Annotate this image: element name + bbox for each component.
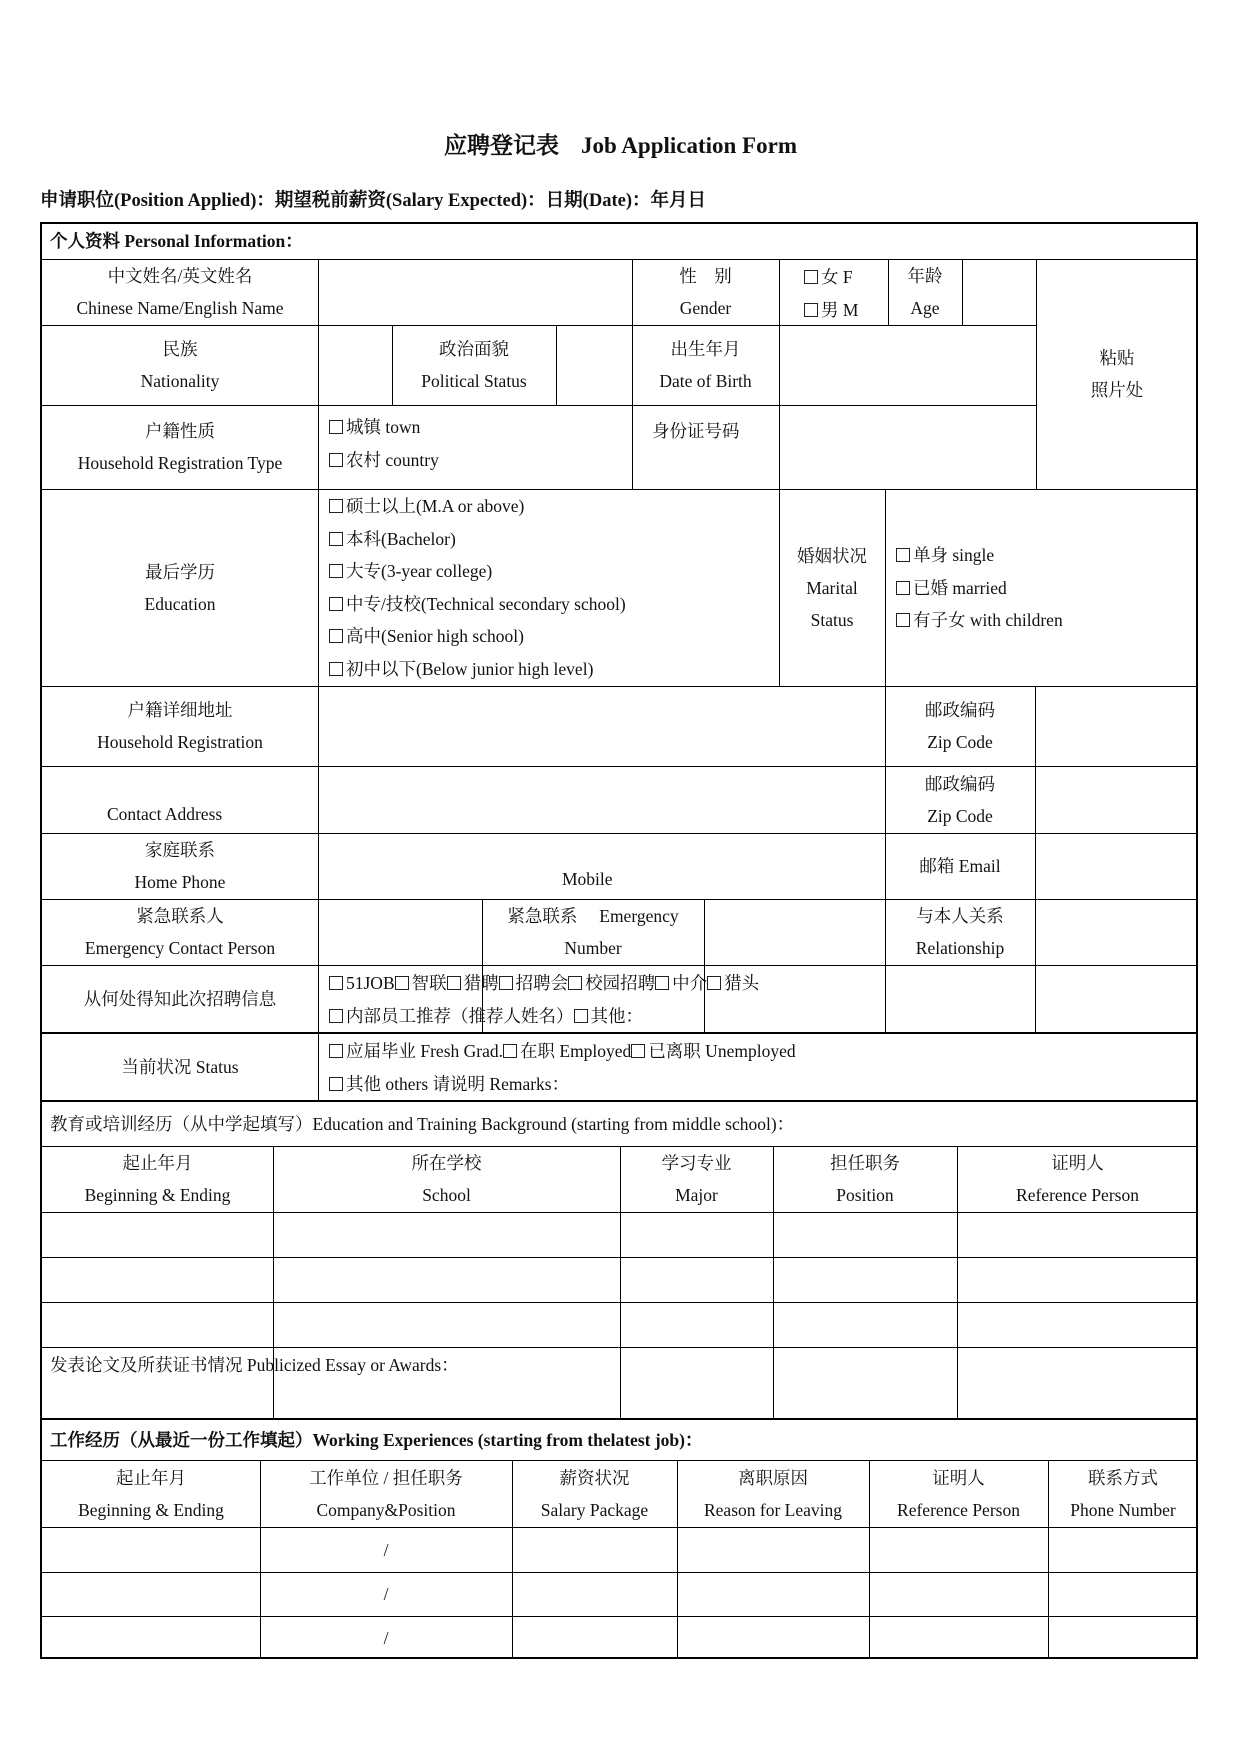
relationship-label-en: Relationship: [915, 938, 1005, 958]
education-option-label: 大专(3-year college): [346, 561, 493, 581]
name-field[interactable]: [319, 260, 632, 325]
emergency-contact-field[interactable]: [319, 900, 482, 965]
checkbox-icon: [329, 453, 343, 467]
email-label: 邮箱 Email: [919, 856, 1001, 876]
work-col-header: [1048, 1460, 1198, 1527]
contact-address-field[interactable]: [319, 767, 885, 833]
education-option[interactable]: [329, 653, 626, 686]
emergency-contact-label-cn: 紧急联系人: [136, 906, 224, 926]
checkbox-icon: [329, 662, 343, 676]
checkbox-icon: [329, 532, 343, 546]
dob-label-cn: 出生年月: [670, 339, 741, 359]
edu-col-header-cn: 所在学校: [411, 1153, 482, 1173]
marital-label-3: Status: [810, 609, 854, 630]
emergency-number-label-1: 紧急联系 Emergency: [507, 906, 679, 926]
work-company-position-cell[interactable]: [260, 1572, 512, 1616]
awards-label: 发表论文及所获证书情况 Publicized Essay or Awards：: [50, 1355, 459, 1375]
home-phone-field[interactable]: [319, 834, 482, 899]
checkbox-icon: [329, 629, 343, 643]
work-col-header: [869, 1460, 1048, 1527]
name-label-cn: 中文姓名/英文姓名: [107, 266, 253, 286]
source-options-line-2: [329, 1000, 759, 1033]
personal-info-header: 个人资料 Personal Information：: [50, 231, 303, 251]
source-option-label: 其他：: [590, 1005, 643, 1026]
marital-label-2: Marital: [806, 577, 858, 598]
marital-option[interactable]: [896, 572, 1063, 605]
nationality-label: [42, 325, 318, 405]
marital-option-label: 有子女 with children: [913, 610, 1063, 630]
checkbox-icon[interactable]: [329, 1009, 343, 1023]
political-label: [392, 325, 556, 405]
work-col-header-en: Reference Person: [897, 1499, 1020, 1520]
edu-col-header-en: Beginning & Ending: [84, 1185, 231, 1205]
education-option-label: 本科(Bachelor): [346, 528, 456, 549]
relationship-label-cn: 与本人关系: [916, 906, 1004, 926]
emergency-number-field[interactable]: [705, 900, 885, 965]
checkbox-icon[interactable]: [329, 1077, 343, 1091]
slash-separator: /: [383, 1539, 389, 1560]
education-label-en: Education: [144, 593, 216, 614]
checkbox-icon[interactable]: [655, 976, 669, 990]
source-option-label: 中介: [672, 973, 708, 993]
education-label-cn: 最后学历: [145, 561, 215, 582]
hukou-type-options: [329, 411, 439, 476]
checkbox-icon: [804, 270, 818, 284]
checkbox-icon: [329, 499, 343, 513]
education-background-header: 教育或培训经历（从中学起填写）Education and Training Background (starting from middle school)：: [50, 1114, 795, 1134]
political-label-cn: 政治面貌: [439, 339, 509, 359]
education-option[interactable]: [329, 588, 626, 621]
marital-label: [779, 489, 885, 686]
household-address-label-cn: 户籍详细地址: [127, 700, 233, 720]
work-col-header-cn: 工作单位 / 担任职务: [309, 1467, 463, 1488]
status-options-line-1: [329, 1035, 796, 1068]
status-options-line-2: [329, 1068, 796, 1101]
nationality-label-cn: 民族: [162, 339, 198, 359]
emergency-contact-label-en: Emergency Contact Person: [84, 938, 276, 958]
work-company-position-cell[interactable]: [260, 1616, 512, 1659]
emergency-number-label-2: Number: [564, 938, 622, 958]
checkbox-icon[interactable]: [329, 976, 343, 990]
mobile-field[interactable]: [705, 834, 885, 899]
household-address-label: [42, 686, 318, 766]
hukou-option-town[interactable]: [329, 411, 439, 444]
hukou-type-label-en: Household Registration Type: [77, 453, 283, 473]
checkbox-icon[interactable]: [329, 1044, 343, 1058]
checkbox-icon: [804, 303, 818, 317]
work-col-header-en: Phone Number: [1070, 1499, 1176, 1520]
gender-option-female-label: 女 F: [821, 267, 853, 287]
form-title-cn: 应聘登记表: [444, 133, 560, 158]
political-field[interactable]: [557, 326, 632, 405]
form-title-en: Job Application Form: [581, 133, 797, 158]
hukou-option-town-label: 城镇 town: [346, 417, 421, 437]
source-option-label: 猎头: [724, 973, 760, 993]
zip-code-label-en: Zip Code: [927, 732, 993, 752]
contact-address-label: Contact Address: [107, 804, 223, 824]
edu-col-header: [620, 1146, 773, 1212]
gender-option-male[interactable]: [804, 294, 858, 327]
education-option-label: 硕士以上(M.A or above): [346, 496, 525, 516]
gender-option-female[interactable]: [804, 261, 858, 294]
status-option-label: 在职 Employed: [520, 1041, 632, 1061]
status-label: 当前状况 Status: [121, 1056, 239, 1077]
edu-col-header-cn: 起止年月: [122, 1153, 193, 1173]
checkbox-icon[interactable]: [499, 976, 513, 990]
home-phone-label-cn: 家庭联系: [145, 840, 215, 860]
edu-col-header: [42, 1146, 273, 1212]
source-options-line-1: [329, 967, 759, 1000]
zip-code-field[interactable]: [1036, 687, 1198, 766]
source-option-label: 智联: [411, 973, 447, 993]
checkbox-icon[interactable]: [574, 1009, 588, 1023]
age-field[interactable]: [963, 260, 1036, 325]
email-field[interactable]: [1036, 834, 1198, 899]
checkbox-icon: [896, 581, 910, 595]
marital-option-label: 单身 single: [913, 545, 995, 565]
marital-label-1: 婚姻状况: [797, 545, 867, 566]
age-label-cn: 年龄: [907, 266, 943, 286]
checkbox-icon: [896, 613, 910, 627]
dob-field[interactable]: [780, 326, 1036, 405]
application-form-table: [40, 222, 1198, 1659]
nationality-label-en: Nationality: [140, 371, 220, 391]
edu-col-header: [957, 1146, 1198, 1212]
marital-option[interactable]: [896, 539, 1063, 572]
political-label-en: Political Status: [421, 371, 527, 391]
education-option[interactable]: [329, 523, 626, 556]
checkbox-icon[interactable]: [707, 976, 721, 990]
gender-label: [632, 259, 779, 325]
relationship-field[interactable]: [1036, 900, 1198, 965]
education-row[interactable]: [43, 1303, 1198, 1347]
edu-col-header-cn: 证明人: [1051, 1153, 1104, 1173]
photo-box[interactable]: [1036, 259, 1198, 489]
hukou-option-country-label: 农村 country: [346, 449, 439, 470]
contact-zip-code-label-en: Zip Code: [927, 805, 993, 826]
household-address-field[interactable]: [319, 687, 885, 766]
work-col-header-en: Reason for Leaving: [703, 1499, 842, 1520]
checkbox-icon[interactable]: [503, 1044, 517, 1058]
home-phone-label: [42, 833, 318, 899]
gender-label-en: Gender: [679, 298, 732, 318]
id-number-field[interactable]: [780, 406, 1036, 489]
work-experience-header: 工作经历（从最近一份工作填起）Working Experiences (starting from thelatest job)：: [50, 1430, 703, 1450]
work-col-header: [677, 1460, 869, 1527]
source-option-label: 51JOB: [346, 973, 395, 993]
edu-col-header: [773, 1146, 957, 1212]
home-phone-label-en: Home Phone: [134, 872, 226, 892]
slash-separator: /: [383, 1627, 389, 1648]
contact-zip-code-field[interactable]: [1036, 767, 1198, 833]
gender-options: [804, 261, 858, 326]
education-option[interactable]: [329, 620, 626, 653]
hukou-type-label-cn: 户籍性质: [145, 421, 215, 441]
id-number-label: 身份证号码: [652, 421, 740, 441]
checkbox-icon: [329, 597, 343, 611]
education-label: [42, 489, 318, 686]
marital-options: [896, 539, 1063, 637]
checkbox-icon[interactable]: [395, 976, 409, 990]
zip-code-label-cn: 邮政编码: [925, 700, 995, 720]
photo-label-1: 粘贴: [1099, 348, 1135, 368]
edu-col-header: [273, 1146, 620, 1212]
contact-zip-code-label-cn: 邮政编码: [925, 773, 995, 794]
photo-label-2: 照片处: [1090, 380, 1144, 400]
dob-label-en: Date of Birth: [659, 371, 752, 391]
source-option-label: 校园招聘: [585, 973, 656, 993]
source-option-label: 猎聘: [463, 973, 499, 993]
gender-option-male-label: 男 M: [821, 299, 859, 320]
emergency-number-label: [482, 899, 704, 965]
work-col-header-cn: 联系方式: [1088, 1467, 1158, 1488]
source-label: 从何处得知此次招聘信息: [83, 988, 277, 1009]
age-label: [888, 259, 962, 325]
contact-zip-code-label: [885, 766, 1035, 833]
hukou-option-country[interactable]: [329, 444, 439, 477]
status-options: [329, 1035, 796, 1100]
work-col-header: [512, 1460, 677, 1527]
dob-label: [632, 325, 779, 405]
edu-col-header-en: School: [422, 1185, 471, 1205]
source-option-label: 内部员工推荐（推荐人姓名）: [346, 1005, 574, 1026]
edu-col-header-cn: 学习专业: [661, 1153, 732, 1173]
marital-option[interactable]: [896, 604, 1063, 637]
work-col-header-en: Salary Package: [540, 1499, 649, 1520]
work-company-position-cell[interactable]: [260, 1527, 512, 1572]
mobile-label: Mobile: [562, 869, 613, 889]
source-option-label: 招聘会: [515, 973, 569, 993]
slash-separator: /: [383, 1584, 389, 1604]
work-col-header-cn: 证明人: [932, 1467, 985, 1488]
zip-code-label: [885, 686, 1035, 766]
work-col-header-cn: 薪资状况: [559, 1467, 630, 1488]
checkbox-icon: [329, 420, 343, 434]
checkbox-icon: [329, 564, 343, 578]
status-option-label: 已离职 Unemployed: [648, 1041, 796, 1061]
work-col-header-en: Company&Position: [316, 1499, 456, 1520]
education-option[interactable]: [329, 555, 626, 588]
name-label-en: Chinese Name/English Name: [76, 298, 284, 318]
education-option-label: 初中以下(Below junior high level): [346, 658, 594, 679]
education-option[interactable]: [329, 490, 626, 523]
education-row[interactable]: [43, 1258, 1198, 1302]
education-option-label: 高中(Senior high school): [346, 626, 524, 646]
marital-option-label: 已婚 married: [913, 577, 1007, 598]
hukou-type-label: [42, 405, 318, 489]
nationality-field[interactable]: [319, 326, 392, 405]
edu-col-header-en: Reference Person: [1016, 1185, 1139, 1205]
status-option-label: 应届毕业 Fresh Grad.: [346, 1041, 503, 1061]
age-label-en: Age: [910, 298, 940, 318]
edu-col-header-en: Position: [836, 1185, 894, 1205]
education-option-label: 中专/技校(Technical secondary school): [346, 593, 626, 614]
education-options: [329, 490, 626, 685]
checkbox-icon[interactable]: [447, 976, 461, 990]
emergency-contact-label: [42, 899, 318, 965]
gender-label-cn: 性 别: [679, 266, 732, 286]
name-label: [42, 259, 318, 325]
relationship-label: [885, 899, 1035, 965]
edu-col-header-en: Major: [675, 1185, 718, 1205]
education-row[interactable]: [43, 1213, 1198, 1257]
awards-field[interactable]: [43, 1376, 1198, 1418]
checkbox-icon[interactable]: [568, 976, 582, 990]
source-options: [329, 967, 759, 1032]
form-title: [0, 127, 1241, 160]
checkbox-icon: [896, 548, 910, 562]
household-address-label-en: Household Registration: [97, 732, 263, 752]
checkbox-icon[interactable]: [631, 1044, 645, 1058]
status-option-label: 其他 others 请说明 Remarks：: [346, 1073, 570, 1094]
edu-col-header-cn: 担任职务: [830, 1153, 900, 1173]
work-col-header: [260, 1460, 512, 1527]
work-col-header-cn: 离职原因: [738, 1467, 808, 1488]
application-header-line: 申请职位(Position Applied)：期望税前薪资(Salary Expected)：日期(Date)：年月日: [40, 191, 706, 211]
work-col-header-cn: 起止年月: [116, 1467, 186, 1488]
work-col-header: [42, 1460, 260, 1527]
work-col-header-en: Beginning & Ending: [78, 1499, 224, 1520]
